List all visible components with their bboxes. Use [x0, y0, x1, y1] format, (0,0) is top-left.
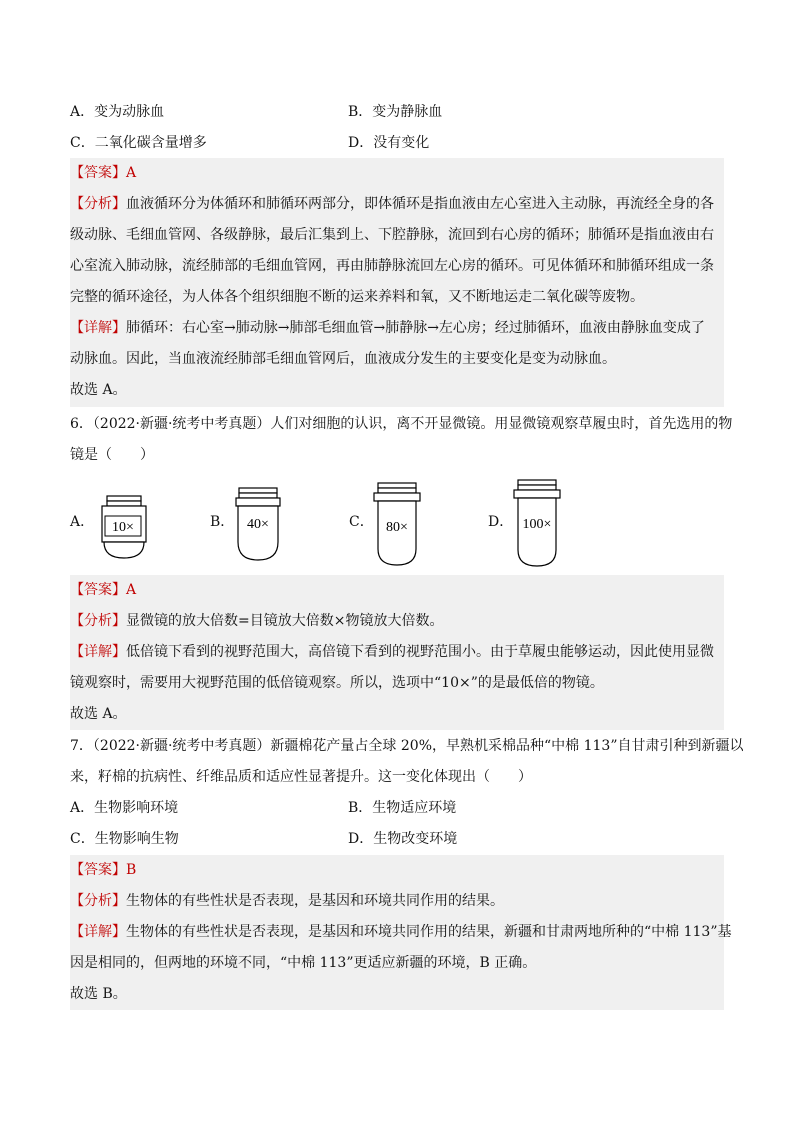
- q6-option-c-label: C．: [349, 514, 374, 530]
- q6-option-d-label: D．: [488, 514, 514, 530]
- q5-analysis-line: [70, 189, 724, 220]
- detail-tag: 【详解】: [70, 320, 126, 336]
- q7-conclusion: 故选 B。: [70, 986, 127, 1002]
- detail-text: 肺循环：右心室→肺动脉→肺部毛细血管→肺静脉→左心房；经过肺循环，血液由静脉血变成了: [126, 320, 705, 336]
- analysis-text: 血液循环分为体循环和肺循环两部分，即体循环是指血液由左心室进入主动脉，再流经全身的各: [126, 196, 714, 212]
- lens-magnification: 100×: [522, 517, 552, 532]
- detail-text: 低倍镜下看到的视野范围大，高倍镜下看到的视野范围小。由于草履虫能够运动，因此使用显微: [126, 644, 714, 660]
- objective-lens-80x-icon: [372, 481, 422, 571]
- answer-value: A: [126, 582, 137, 598]
- answer-value: A: [126, 165, 137, 181]
- q6-option-a-label: A．: [70, 514, 95, 530]
- analysis-tag: 【分析】: [70, 196, 126, 212]
- analysis-tag: 【分析】: [70, 893, 126, 909]
- lens-magnification: 10×: [112, 520, 134, 535]
- q5-option-d: D．没有变化: [348, 135, 430, 151]
- q6-stem-line: 6．（2022·新疆·统考中考真题）人们对细胞的认识，离不开显微镜。用显微镜观察草履虫时，首先选用的物: [70, 416, 733, 432]
- answer-value: B: [126, 862, 137, 878]
- q6-option-b-label: B．: [210, 514, 235, 530]
- analysis-tag: 【分析】: [70, 613, 126, 629]
- q5-answer: [70, 158, 724, 189]
- q7-option-d: D．生物改变环境: [348, 831, 458, 847]
- q6-detail-line: [70, 637, 724, 668]
- q7-option-b: B．生物适应环境: [348, 800, 457, 816]
- q5-option-a: A．变为动脉血: [70, 104, 165, 120]
- q5-conclusion: 故选 A。: [70, 382, 127, 398]
- lens-magnification: 80×: [386, 520, 408, 535]
- answer-tag: 【答案】: [70, 165, 126, 181]
- q5-option-c: C．二氧化碳含量增多: [70, 135, 207, 151]
- answer-tag: 【答案】: [70, 582, 126, 598]
- analysis-text: 生物体的有些性状是否表现，是基因和环境共同作用的结果。: [126, 893, 504, 909]
- q7-stem-line: 7．（2022·新疆·统考中考真题）新疆棉花产量占全球 20%，早熟机采棉品种“中棉 113”自甘肃引种到新疆以: [70, 738, 744, 754]
- detail-text: 生物体的有些性状是否表现，是基因和环境共同作用的结果，新疆和甘肃两地所种的“中棉 113”基: [126, 924, 732, 940]
- analysis-text: 显微镜的放大倍数=目镜放大倍数×物镜放大倍数。: [126, 613, 444, 629]
- q5-analysis-line: 心室流入肺动脉，流经肺部的毛细血管网，再由肺静脉流回左心房的循环。可见体循环和肺循环组成一条: [70, 258, 714, 274]
- answer-tag: 【答案】: [70, 862, 126, 878]
- q7-detail-line: 因是相同的，但两地的环境不同，“中棉 113”更适应新疆的环境，B 正确。: [70, 955, 537, 971]
- q5-analysis-line: 完整的循环途径，为人体各个组织细胞不断的运来养料和氧，又不断地运走二氧化碳等废物。: [70, 289, 644, 305]
- q6-conclusion: 故选 A。: [70, 706, 127, 722]
- q5-detail-line: 动脉血。因此，当血液流经肺部毛细血管网后，血液成分发生的主要变化是变为动脉血。: [70, 351, 616, 367]
- q7-option-a: A．生物影响环境: [70, 800, 179, 816]
- detail-tag: 【详解】: [70, 924, 126, 940]
- q7-analysis: [70, 886, 724, 917]
- q5-option-b: B．变为静脉血: [348, 104, 443, 120]
- lens-magnification: 40×: [247, 517, 269, 532]
- objective-lens-40x-icon: [234, 486, 282, 566]
- q6-stem-line: 镜是（ ）: [70, 447, 154, 463]
- q6-answer: [70, 575, 724, 606]
- q5-analysis-line: 级动脉、毛细血管网、各级静脉，最后汇集到上、下腔静脉，流回到右心房的循环；肺循环是指血液由右: [70, 227, 714, 243]
- q6-analysis: [70, 606, 724, 637]
- detail-tag: 【详解】: [70, 644, 126, 660]
- objective-lens-100x-icon: [512, 478, 562, 572]
- q7-stem-line: 来，籽棉的抗病性、纤维品质和适应性显著提升。这一变化体现出（ ）: [70, 769, 532, 785]
- q6-detail-line: 镜观察时，需要用大视野范围的低倍镜观察。所以，选项中“10×”的是最低倍的物镜。: [70, 675, 604, 691]
- q5-detail-line: [70, 313, 724, 344]
- objective-lens-10x-icon: [96, 494, 152, 564]
- q7-option-c: C．生物影响生物: [70, 831, 179, 847]
- q7-answer: [70, 855, 724, 886]
- q7-detail-line: [70, 917, 732, 948]
